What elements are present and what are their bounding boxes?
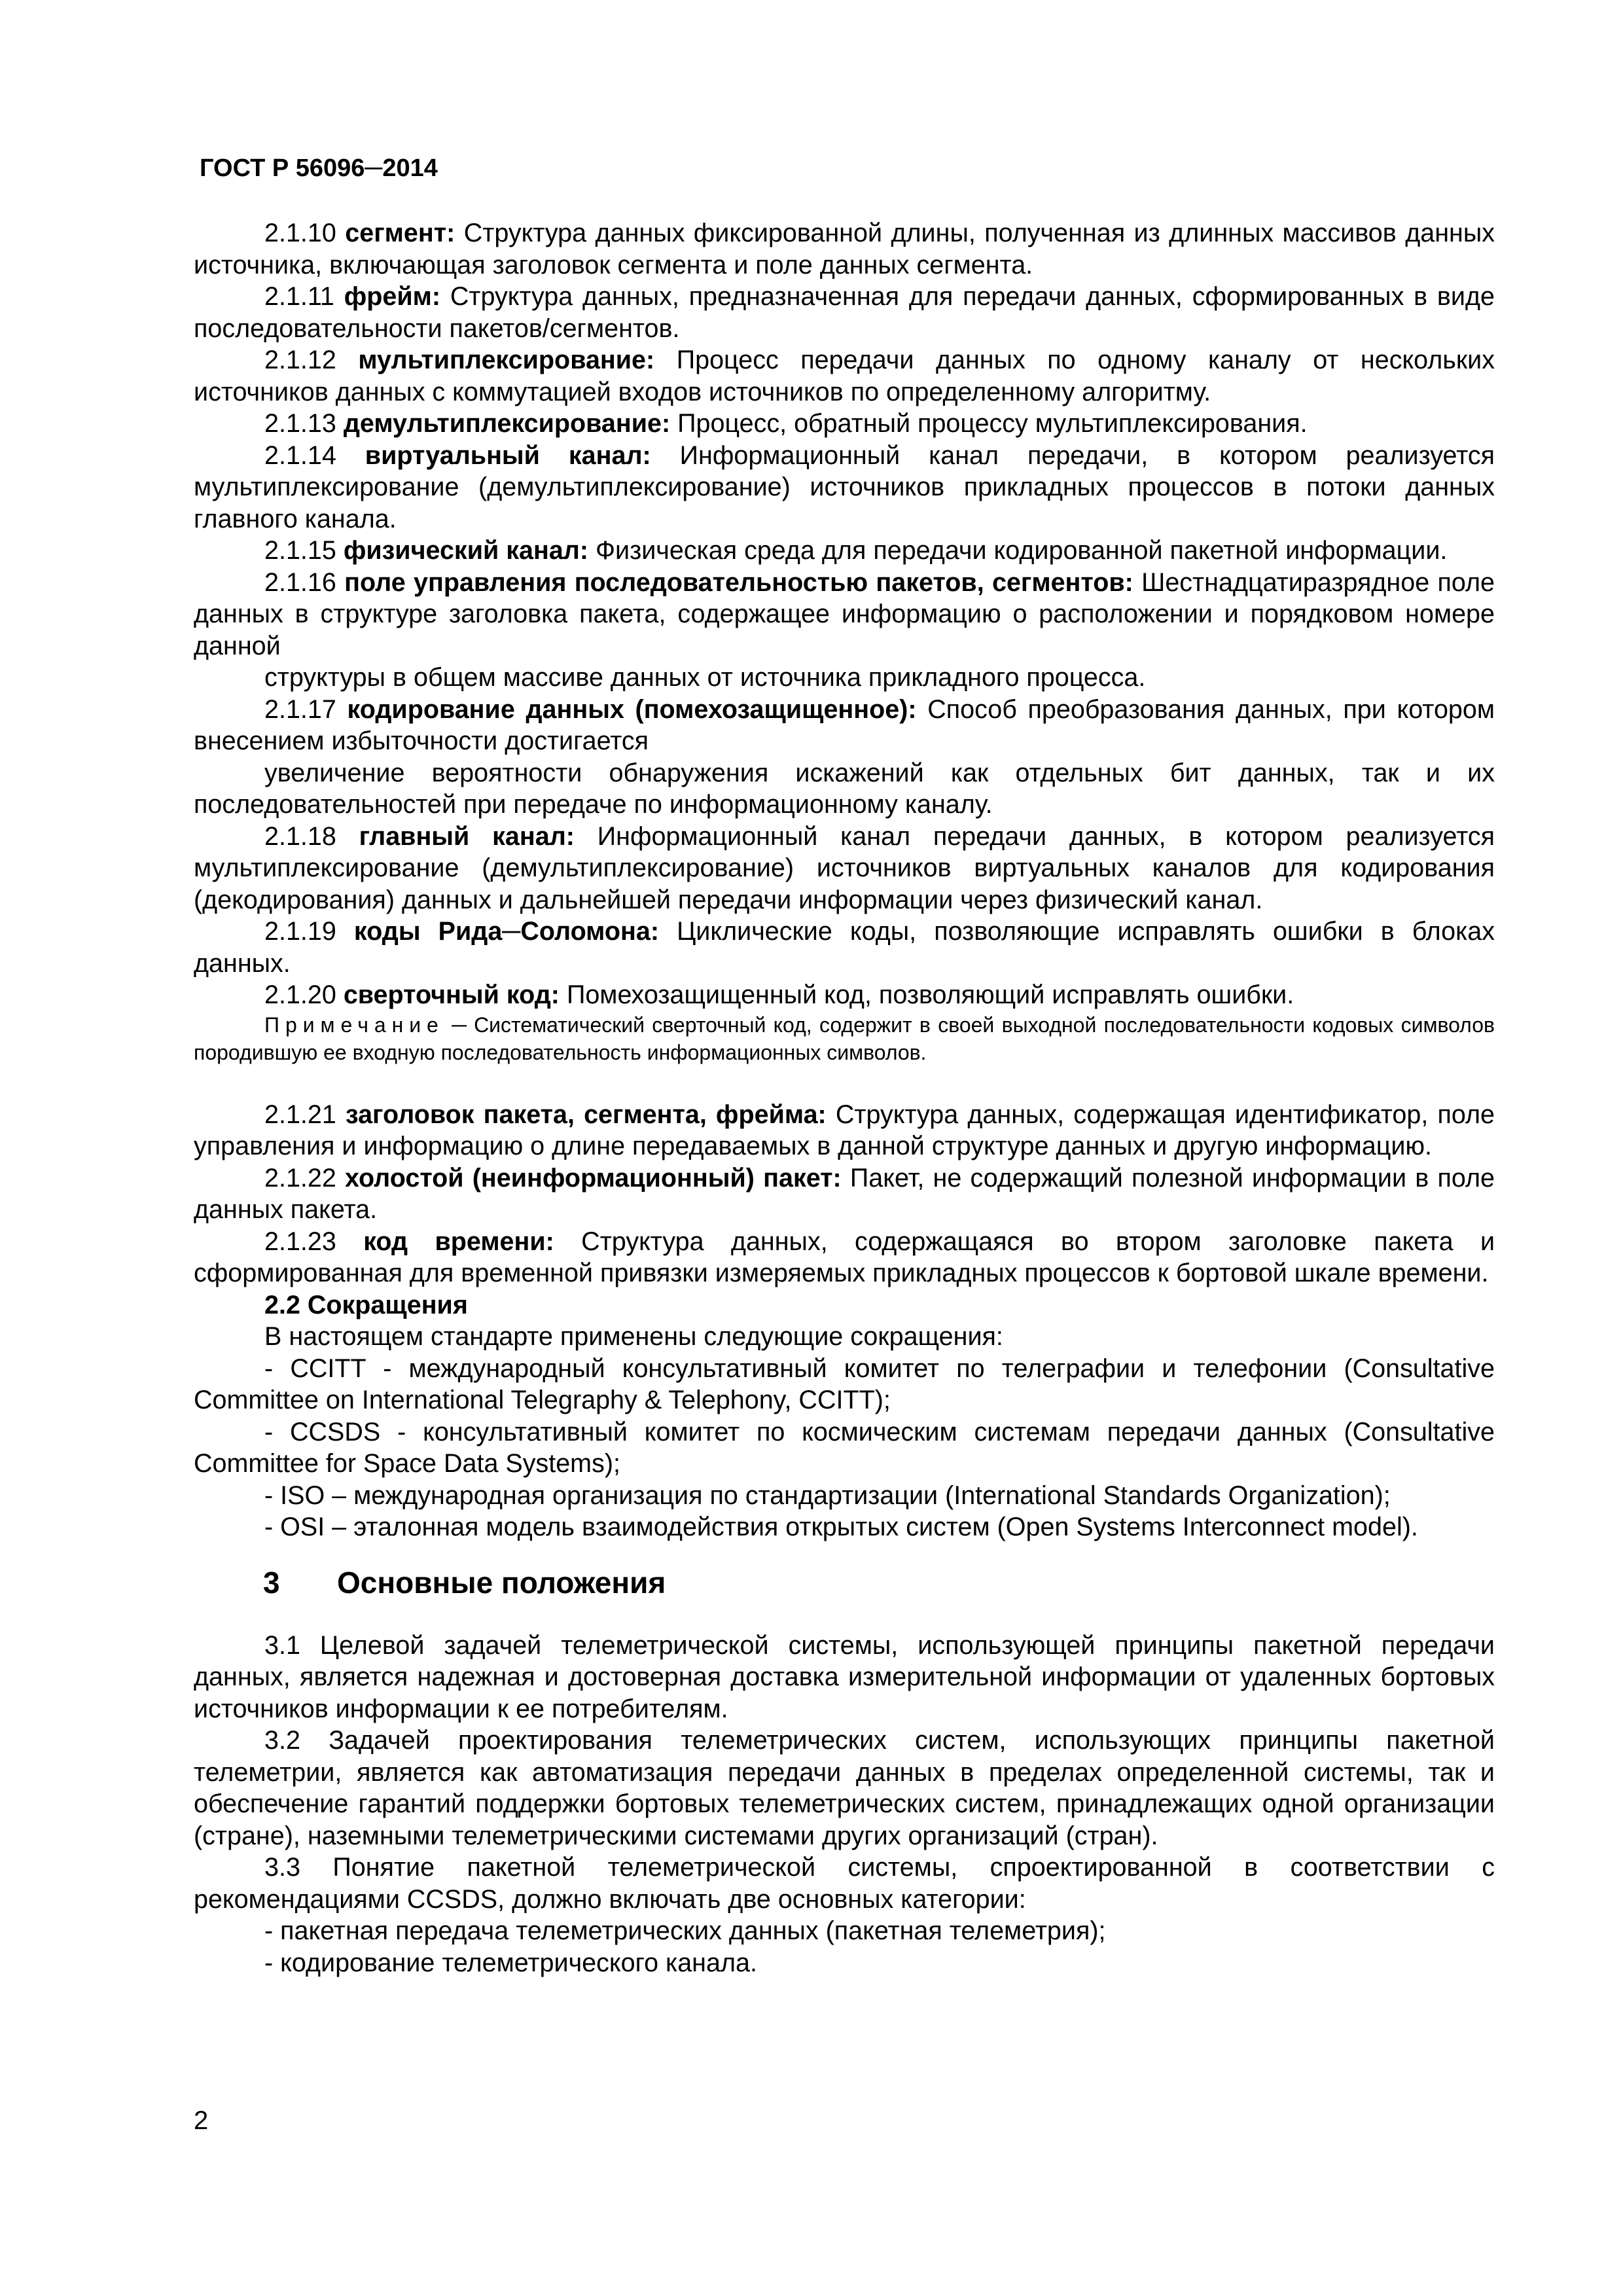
term-name: холостой (неинформационный) пакет: [345,1163,842,1193]
term-definition: Структура данных, предназначенная для передачи данных, сформированных в виде последовательности пакетов/сегментов. [194,282,1495,343]
abbr-item: - ISO – международная организация по стандартизации (International Standards Organization); [264,1480,1391,1510]
note-label: Примечание [264,1013,444,1037]
term-name: код времени: [363,1227,554,1256]
term-number: 2.1.10 [264,219,336,247]
subsection-heading [194,1289,1495,1321]
term-entry [194,567,1495,662]
term-number: 2.1.15 [264,536,336,565]
term-number: 2.1.13 [264,409,336,438]
abbr-item: - CCSDS - консультативный комитет по космическим системам передачи данных (Consultative Committee for Space Data Systems); [194,1417,1495,1478]
term-definition: Информационный канал передачи данных, в котором реализуется мультиплексирование (демультиплексирование) источников виртуальных каналов для кодирования (декодирования) данных и дальнейшей передачи информации через физический канал. [194,821,1495,914]
term-number: 2.1.17 [264,694,336,724]
term-name: демультиплексирование: [343,409,671,438]
document-body [194,217,1495,1979]
section-paragraph: 3.2 Задачей проектирования телеметрических систем, использующих принципы пакетной телеметрии, является как автоматизация передачи данных в пределах определенной системы, так и обеспечение гарантий поддержки бортовых телеметрических систем, принадлежащих одной организации (стране), наземными телеметрическими системами других организаций (стран). [194,1726,1495,1850]
term-definition: Шестнадцатиразрядное поле данных в структуре заголовка пакета, содержащее информацию о расположении и порядковом номере данной [194,567,1495,660]
term-number: 2.1.12 [264,346,336,374]
term-number: 2.1.21 [264,1100,336,1129]
term-name: виртуальный канал: [365,440,651,470]
term-definition: Циклические коды, позволяющие исправлять ошибки в блоках данных. [194,917,1495,978]
term-number: 2.1.22 [264,1163,336,1193]
term-name: физический канал: [343,536,589,565]
term-number: 2.1.18 [264,821,336,851]
document-header: ГОСТ Р 56096─2014 [200,154,438,182]
term-entry [194,916,1495,979]
term-entry [194,344,1495,408]
term-number: 2.1.16 [264,567,336,597]
term-entry [194,979,1495,1011]
term-definition: Процесс передачи данных по одному каналу от нескольких источников данных с коммутацией входов источников по определенному алгоритму. [194,346,1495,406]
term-definition: Физическая среда для передачи кодированной пакетной информации. [596,536,1448,565]
term-number: 2.1.23 [264,1227,336,1256]
term-number: 2.1.20 [264,980,336,1009]
term-number: 2.1.19 [264,917,336,946]
term-definition: Информационный канал передачи, в котором реализуется мультиплексирование (демультиплексирование) источников прикладных процессов в потоки данных главного канала. [194,440,1495,533]
subsection-heading-text: 2.2 Сокращения [264,1290,468,1319]
page-number: 2 [194,2106,209,2135]
note-text: Систематический сверточный код, содержит в своей выходной последовательности кодовых символов породившую ее входную последовательность информационных символов. [194,1013,1495,1064]
term-name: заголовок пакета, сегмента, фрейма: [345,1100,827,1129]
note-dash: ─ [444,1013,474,1037]
list-item: - пакетная передача телеметрических данных (пакетная телеметрия); [264,1916,1106,1945]
term-entry [194,1226,1495,1289]
term-name: сверточный код: [343,980,560,1009]
term-entry [194,217,1495,281]
term-name: кодирование данных (помехозащищенное): [347,694,917,724]
term-name: мультиплексирование: [358,346,655,374]
term-name: поле управления последовательностью пакетов, сегментов: [344,567,1133,597]
term-name: сегмент: [345,219,455,247]
term-entry [194,821,1495,916]
abbr-item: - OSI – эталонная модель взаимодействия открытых систем (Open Systems Interconnect model). [264,1513,1418,1541]
term-definition: Помехозащищенный код, позволяющий исправлять ошибки. [566,980,1294,1009]
term-continuation: структуры в общем массиве данных от источника прикладного процесса. [264,663,1146,692]
section-heading [194,1564,1495,1601]
term-definition: Структура данных фиксированной длины, полученная из длинных массивов данных источника, включающая заголовок сегмента и поле данных сегмента. [194,219,1495,279]
term-definition: Структура данных, содержащая идентификатор, поле управления и информацию о длине передаваемых в данной структуре данных и другую информацию. [194,1100,1495,1160]
abbr-intro: В настоящем стандарте применены следующие сокращения: [264,1322,1003,1351]
term-definition: Процесс, обратный процессу мультиплексирования. [677,409,1308,438]
note [194,1011,1495,1066]
section-paragraph: 3.1 Целевой задачей телеметрической системы, использующей принципы пакетной передачи данных, является надежная и достоверная доставка измерительной информации от удаленных бортовых источников информации к ее потребителям. [194,1630,1495,1723]
term-entry [194,281,1495,344]
term-number: 2.1.11 [264,282,334,311]
term-name: коды Рида─Соломона: [353,917,659,946]
section-paragraph: 3.3 Понятие пакетной телеметрической системы, спроектированной в соответствии с рекомендациями CCSDS, должно включать две основных категории: [194,1853,1495,1914]
section-number: 3 [263,1565,280,1600]
term-entry [194,440,1495,535]
term-entry [194,694,1495,757]
term-continuation: увеличение вероятности обнаружения искажений как отдельных бит данных, так и их последовательностей при передаче по информационному каналу. [194,758,1495,819]
term-definition: Структура данных, содержащаяся во втором заголовке пакета и сформированная для временной привязки измеряемых прикладных процессов к бортовой шкале времени. [194,1227,1495,1287]
term-name: главный канал: [359,821,575,851]
section-title: Основные положения [337,1565,666,1600]
term-entry [194,535,1495,567]
list-item: - кодирование телеметрического канала. [264,1948,757,1977]
term-entry [194,408,1495,440]
term-name: фрейм: [344,282,441,311]
abbr-item: - CCITT - международный консультативный комитет по телеграфии и телефонии (Consultative Committee on International Telegraphy & Telephony, CCITT); [194,1354,1495,1414]
term-definition: Способ преобразования данных, при котором внесением избыточности достигается [194,694,1495,755]
term-number: 2.1.14 [264,440,336,470]
term-entry [194,1099,1495,1162]
term-entry [194,1162,1495,1226]
spacer [194,1066,1495,1099]
term-definition: Пакет, не содержащий полезной информации в поле данных пакета. [194,1163,1495,1224]
